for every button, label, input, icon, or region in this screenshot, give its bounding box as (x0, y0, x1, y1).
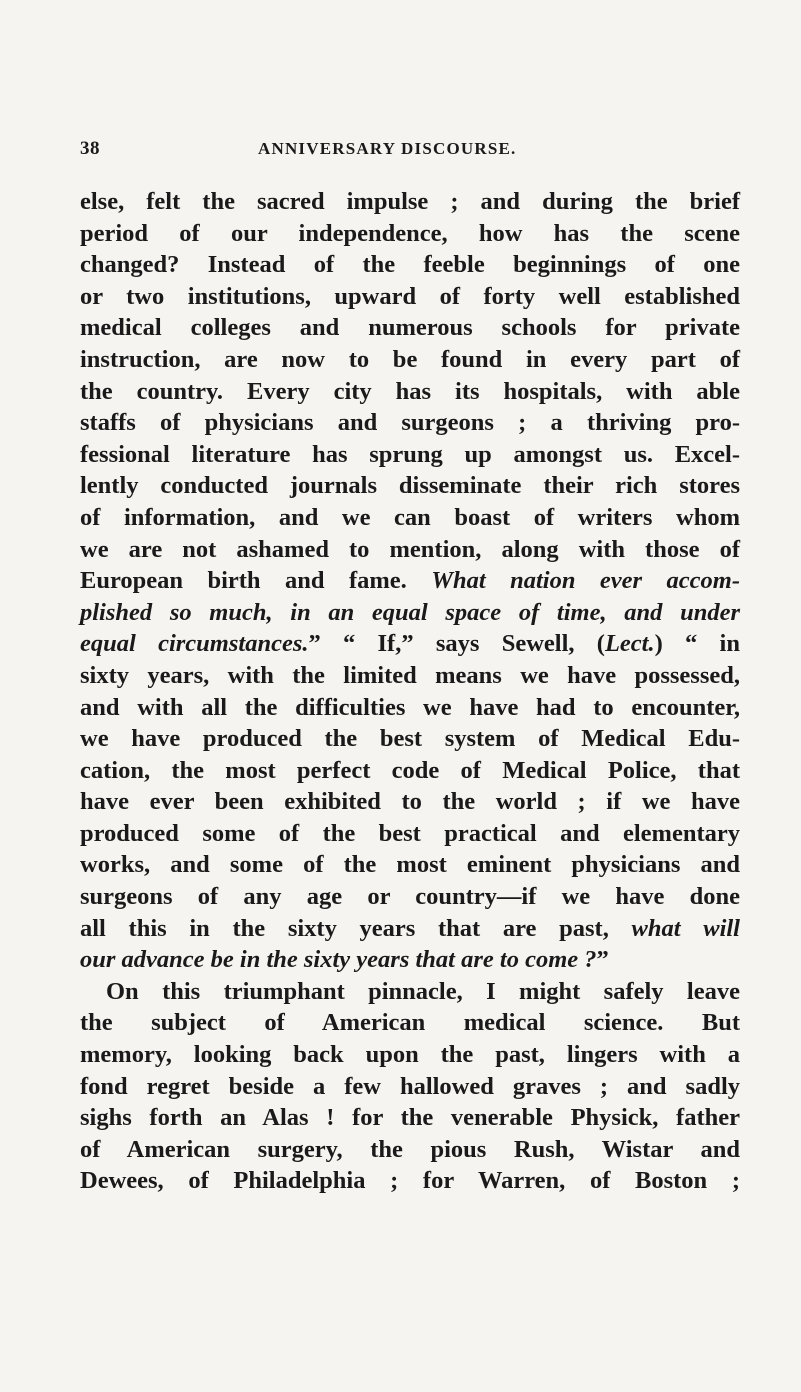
text-segment: ” (596, 946, 609, 974)
running-head: ANNIVERSARY DISCOURSE. (258, 139, 517, 158)
text-line (80, 186, 740, 218)
text-segment: the country. Every city has its hospitals, with able (80, 377, 740, 405)
text-segment: produced some of the best practical and elementary (80, 819, 740, 847)
text-line (80, 913, 740, 945)
text-segment: On this triumphant pinnacle, I might safely leave (106, 977, 740, 1005)
italic-text-segment: plished so much, in an equal space of time, and under (80, 598, 740, 626)
text-line (80, 1134, 740, 1166)
text-segment: of information, and we can boast of writers whom (80, 503, 740, 531)
text-segment: Dewees, of Philadelphia ; for Warren, of Boston ; (80, 1167, 740, 1195)
text-segment: staffs of physicians and surgeons ; a thriving pro- (80, 409, 740, 437)
text-line (80, 692, 740, 724)
text-segment: works, and some of the most eminent physicians and (80, 851, 740, 879)
text-segment: cation, the most perfect code of Medical Police, that (80, 756, 740, 784)
text-line (80, 1165, 740, 1197)
text-segment: else, felt the sacred impulse ; and during the brief (80, 188, 740, 215)
text-segment: instruction, are now to be found in every part of (80, 345, 740, 373)
text-segment: fond regret beside a few hallowed graves ; and sadly (80, 1072, 740, 1100)
text-line (80, 976, 740, 1008)
text-segment: medical colleges and numerous schools for private (80, 314, 740, 342)
italic-text-segment: equal circumstances. (80, 630, 309, 658)
text-line (80, 881, 740, 913)
text-line (80, 407, 740, 439)
text-line (80, 849, 740, 881)
text-segment: have ever been exhibited to the world ; if we have (80, 788, 740, 816)
text-segment: European birth and fame. (80, 567, 432, 595)
text-segment: all this in the sixty years that are past, (80, 914, 632, 942)
text-segment: sixty years, with the limited means we have possessed, (80, 661, 740, 689)
text-segment: lently conducted journals disseminate their rich stores (80, 472, 740, 500)
italic-text-segment: what will (631, 914, 740, 942)
page-header (80, 138, 740, 168)
text-line (80, 755, 740, 787)
text-line (80, 565, 740, 597)
text-segment: ” “ If,” says Sewell, ( (308, 630, 605, 658)
text-segment: ) “ in (654, 630, 740, 658)
text-line (80, 502, 740, 534)
italic-text-segment: our advance be in the sixty years that are to come ? (80, 946, 597, 974)
text-line (80, 723, 740, 755)
text-segment: changed? Instead of the feeble beginnings of one (80, 251, 740, 279)
italic-text-segment: What nation ever accom- (431, 567, 740, 595)
text-line (80, 344, 740, 376)
text-line (80, 1102, 740, 1134)
text-line (80, 660, 740, 692)
text-line (80, 786, 740, 818)
text-line (80, 944, 740, 976)
text-line (80, 376, 740, 408)
page-number: 38 (80, 138, 100, 159)
text-segment: surgeons of any age or country—if we have done (80, 883, 740, 911)
text-segment: we have produced the best system of Medical Edu- (80, 725, 740, 753)
text-line (80, 470, 740, 502)
text-segment: period of our independence, how has the scene (80, 219, 740, 247)
text-line (80, 218, 740, 250)
text-segment: of American surgery, the pious Rush, Wistar and (80, 1135, 740, 1163)
italic-text-segment: Lect. (604, 630, 655, 658)
text-line (80, 249, 740, 281)
text-line (80, 818, 740, 850)
body-text (80, 186, 740, 1197)
text-line (80, 1071, 740, 1103)
text-line (80, 281, 740, 313)
text-line (80, 312, 740, 344)
text-segment: sighs forth an Alas ! for the venerable Physick, father (80, 1104, 740, 1132)
text-segment: fessional literature has sprung up amongst us. Excel- (80, 440, 740, 468)
text-segment: we are not ashamed to mention, along with those of (80, 535, 740, 563)
text-line (80, 439, 740, 471)
text-line (80, 628, 740, 660)
text-line (80, 597, 740, 629)
text-segment: and with all the difficulties we have had to encounter, (80, 693, 740, 721)
text-segment: the subject of American medical science. But (80, 1009, 740, 1037)
text-line (80, 1007, 740, 1039)
text-line (80, 1039, 740, 1071)
text-line (80, 534, 740, 566)
text-segment: or two institutions, upward of forty well established (80, 282, 740, 310)
text-segment: memory, looking back upon the past, lingers with a (80, 1041, 740, 1069)
